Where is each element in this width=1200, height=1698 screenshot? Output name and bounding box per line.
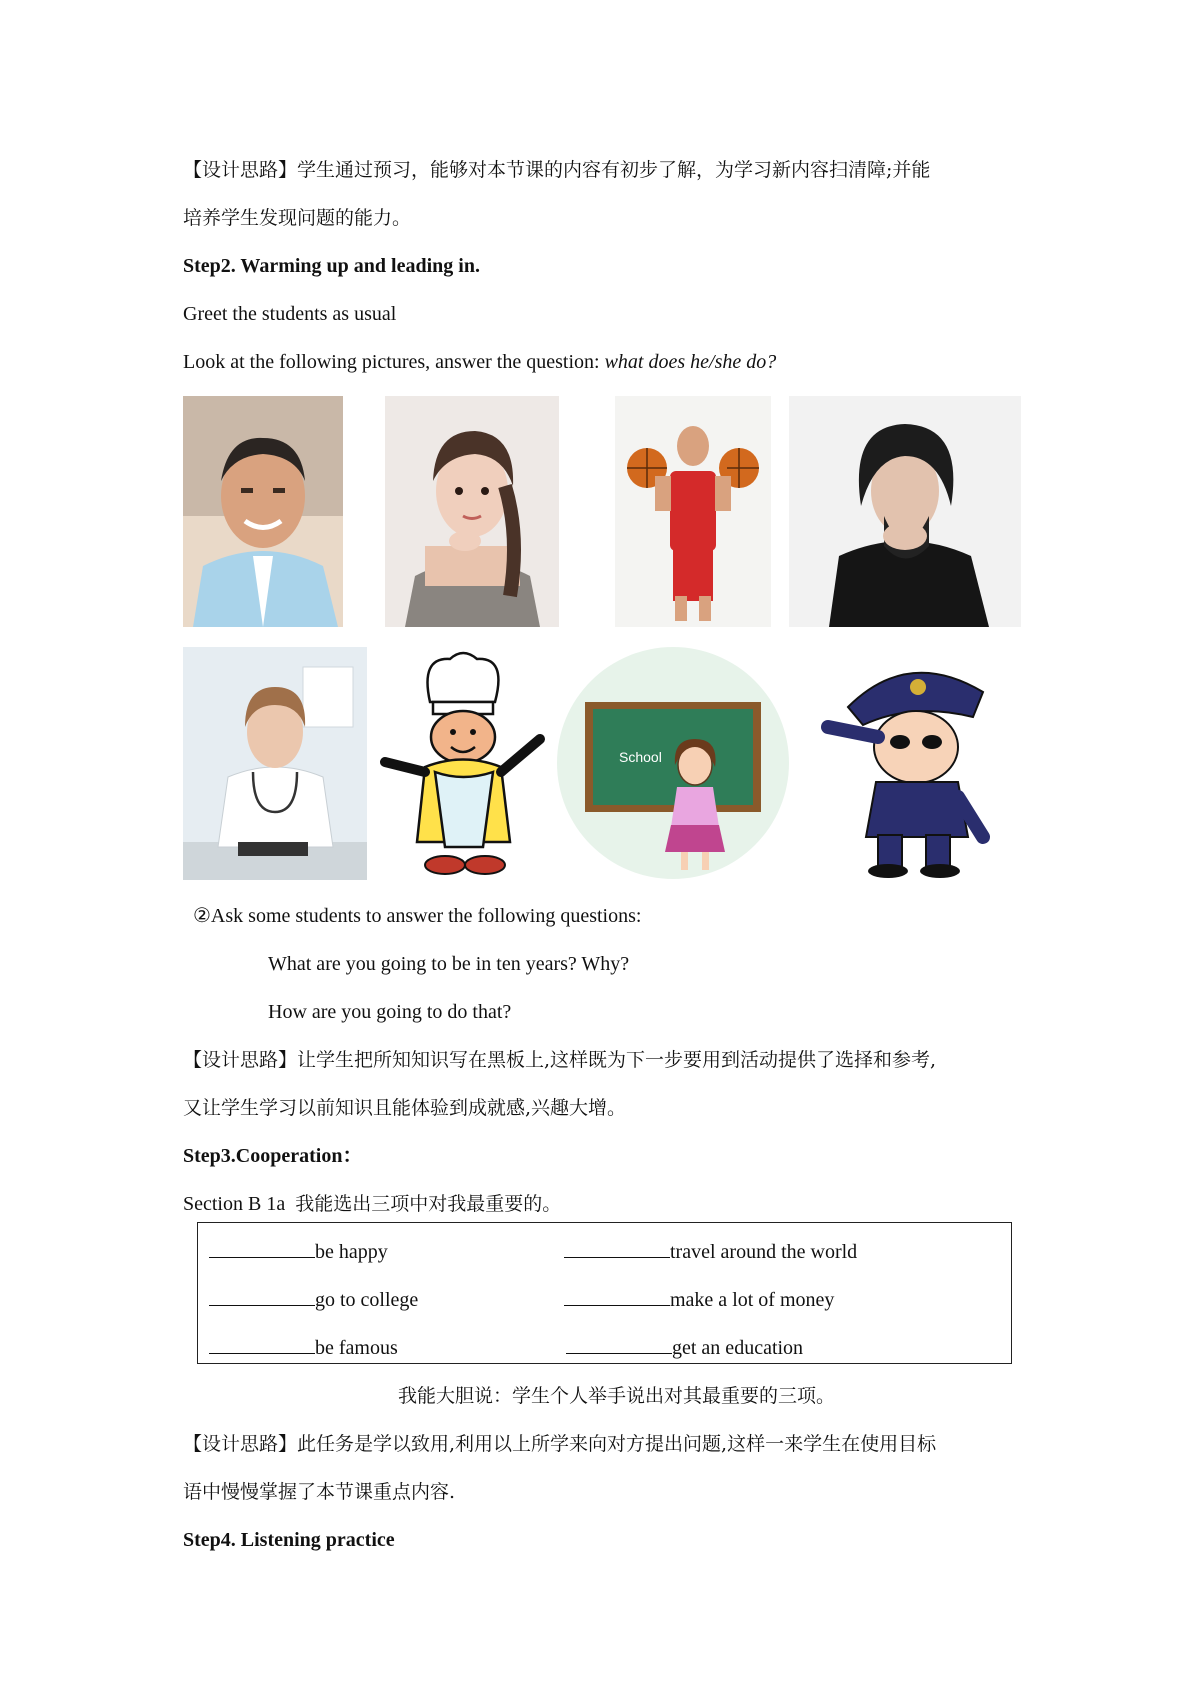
policeman-cartoon-icon	[808, 647, 1021, 880]
board-text: School	[619, 749, 662, 765]
look-question: what does he/she do?	[604, 351, 777, 373]
choice-item[interactable]: travel around the world	[564, 1238, 857, 1266]
design-note-3-line-1: 【设计思路】此任务是学以致用,利用以上所学来向对方提出问题,这样一来学生在使用目标	[183, 1433, 937, 1455]
ask-intro: ②Ask some students to answer the following questions:	[193, 905, 642, 927]
ask-question-2: How are you going to do that?	[268, 1001, 512, 1023]
doctor-photo-icon	[183, 647, 367, 880]
choice-box	[197, 1222, 1012, 1364]
actress-photo-icon	[385, 396, 559, 627]
design-note-1-line-1: 【设计思路】学生通过预习，能够对本节课的内容有初步了解，为学习新内容扫清障;并能	[183, 159, 931, 181]
actor-photo-icon	[183, 396, 343, 627]
look-instruction	[183, 348, 776, 376]
step3-heading: Step3.Cooperation：	[183, 1145, 363, 1167]
choice-item[interactable]: get an education	[566, 1334, 803, 1362]
design-note-2-line-1: 【设计思路】让学生把所知知识写在黑板上,这样既为下一步要用到活动提供了选择和参考,	[183, 1049, 937, 1071]
answer-blank[interactable]	[209, 1239, 315, 1258]
choice-item[interactable]: be happy	[209, 1238, 388, 1266]
basketball-player-photo-icon	[615, 396, 771, 627]
look-prefix: Look at the following pictures, answer the question:	[183, 351, 605, 373]
speak-instruction: 我能大胆说：学生个人举手说出对其最重要的三项。	[398, 1385, 836, 1407]
design-note-1-line-2: 培养学生发现问题的能力。	[183, 207, 412, 229]
teacher-cartoon-icon	[557, 647, 789, 880]
answer-blank[interactable]	[564, 1287, 670, 1306]
greet-text: Greet the students as usual	[183, 303, 397, 325]
section-label: Section B 1a	[183, 1193, 286, 1215]
section-line	[183, 1190, 561, 1218]
singer-photo-icon	[789, 396, 1021, 627]
choice-item[interactable]: be famous	[209, 1334, 398, 1362]
section-instruction: 我能选出三项中对我最重要的。	[295, 1193, 562, 1215]
step4-heading: Step4. Listening practice	[183, 1529, 395, 1551]
choice-item[interactable]: make a lot of money	[564, 1286, 834, 1314]
answer-blank[interactable]	[209, 1287, 315, 1306]
answer-blank[interactable]	[564, 1239, 670, 1258]
cook-cartoon-icon	[375, 647, 550, 880]
answer-blank[interactable]	[566, 1335, 672, 1354]
design-note-3-line-2: 语中慢慢掌握了本节课重点内容.	[183, 1481, 456, 1503]
step2-heading: Step2. Warming up and leading in.	[183, 255, 480, 277]
choice-item[interactable]: go to college	[209, 1286, 418, 1314]
design-note-2-line-2: 又让学生学习以前知识且能体验到成就感,兴趣大增。	[183, 1097, 627, 1119]
answer-blank[interactable]	[209, 1335, 315, 1354]
ask-question-1: What are you going to be in ten years? Why?	[268, 953, 630, 975]
